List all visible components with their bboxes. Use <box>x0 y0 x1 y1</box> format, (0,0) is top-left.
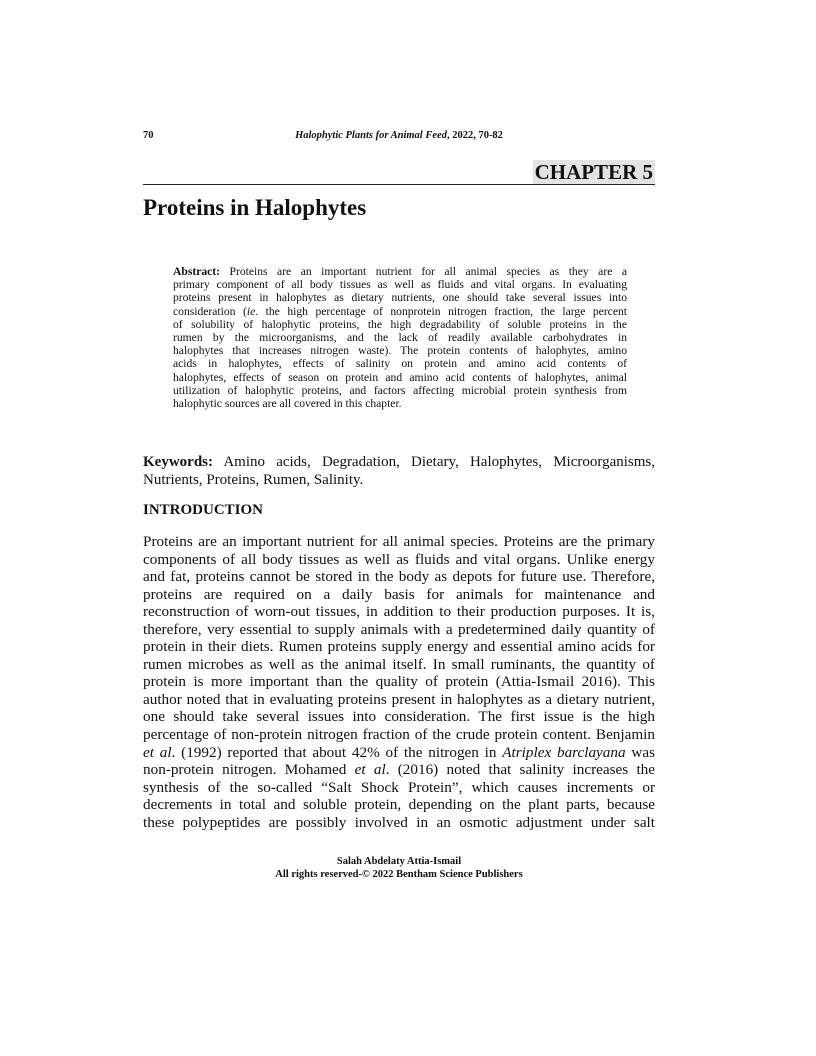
text-run: proteins are required on a daily basis for animals for maintenance and <box>143 585 655 603</box>
chapter-label: CHAPTER 5 <box>534 160 653 184</box>
text-run: synthesis of the so-called “Salt Shock Protein”, which causes increments or <box>143 778 655 796</box>
text-line <box>143 638 655 656</box>
page-number: 70 <box>143 130 154 141</box>
text-run: reconstruction of worn-out tissues, in addition to their production purposes. It is, <box>143 603 655 621</box>
text-run: . the high percentage of nonprotein nitrogen fraction, the large percent <box>255 304 627 318</box>
text-line <box>143 603 655 621</box>
header-rule <box>143 184 655 185</box>
text-line <box>143 453 655 471</box>
text-line <box>173 278 627 291</box>
text-run: decrements in total and soluble protein, depending on the plant parts, because <box>143 796 655 814</box>
text-line <box>143 533 655 551</box>
body-text <box>143 533 655 831</box>
text-run: . (1992) reported that about 42% of the nitrogen in <box>171 743 503 761</box>
running-header <box>143 130 655 145</box>
italic-text: Atriplex barclayana <box>502 743 626 761</box>
page-footer <box>143 855 655 881</box>
text-line <box>173 331 627 344</box>
text-run: Amino acids, Degradation, Dietary, Halophytes, Microorganisms, <box>213 454 655 470</box>
text-line <box>173 357 627 370</box>
book-title-name: Halophytic Plants for Animal Feed <box>295 130 447 141</box>
text-run: components of all body tissues as well as fluids and vital organs. Unlike energy <box>143 550 655 568</box>
text-run: consideration ( <box>173 304 247 318</box>
text-run: proteins present in halophytes as dietary nutrients, one should take several issues into <box>173 291 627 305</box>
text-run: protein in their diets. Rumen proteins supply energy and essential amino acids for <box>143 638 655 656</box>
text-line <box>143 673 655 691</box>
text-run: halophytic sources are all covered in this chapter. <box>173 397 402 411</box>
text-run: rumen microbes as well as the animal itself. In small ruminants, the quantity of <box>143 655 655 673</box>
text-line <box>143 779 655 797</box>
text-line <box>143 586 655 604</box>
text-line <box>143 471 655 489</box>
text-line <box>143 708 655 726</box>
text-run: of solubility of halophytic proteins, the high degradability of soluble proteins in the <box>173 317 627 331</box>
text-line <box>173 384 627 397</box>
text-run: these polypeptides are possibly involved in an osmotic adjustment under salt <box>143 813 655 831</box>
text-run: Proteins are an important nutrient for all animal species as they are a <box>220 265 627 278</box>
text-line <box>173 305 627 318</box>
text-run: and fat, proteins cannot be stored in the body as depots for future use. Therefore, <box>143 568 655 586</box>
text-run: one should take several issues into consideration. The first issue is the high <box>143 708 655 726</box>
text-line <box>143 726 655 744</box>
abstract <box>173 265 627 410</box>
text-run: therefore, very essential to supply animals with a predetermined daily quantity of <box>143 620 655 638</box>
text-run: utilization of halophytic proteins, and factors affecting microbial protein synthesis from <box>173 383 627 397</box>
text-run: rumen by the microorganisms, and the lack of readily available carbohydrates in <box>173 331 627 345</box>
text-line <box>173 291 627 304</box>
italic-text: et al <box>143 743 172 761</box>
text-run: acids in halophytes, effects of salinity on protein and amino acid contents of <box>173 357 627 371</box>
section-heading: INTRODUCTION <box>143 502 264 518</box>
bold-label: Keywords: <box>143 454 213 470</box>
keywords <box>143 453 655 489</box>
text-line <box>143 761 655 779</box>
text-line <box>143 691 655 709</box>
book-title <box>143 130 655 141</box>
text-run: primary component of all body tissues as well as fluids and vital organs. In evaluating <box>173 278 627 292</box>
text-run: halophytes, effects of season on protein and amino acid contents of halophytes, animal <box>173 370 627 384</box>
text-line <box>173 371 627 384</box>
text-line <box>173 397 627 410</box>
text-line <box>143 568 655 586</box>
bold-label: Abstract: <box>173 265 221 278</box>
italic-text: ie <box>246 304 256 318</box>
text-run: halophytes that increases nitrogen waste). The protein contents of halophytes, amino <box>173 344 627 358</box>
text-run: Proteins are an important nutrient for all animal species. Proteins are the primary <box>143 533 655 550</box>
text-line <box>173 344 627 357</box>
text-line <box>143 744 655 762</box>
text-run: . (2016) noted that salinity increases the <box>385 761 655 779</box>
footer-copyright: All rights reserved-© 2022 Bentham Science Publishers <box>275 869 523 880</box>
text-run: protein is more important than the quality of protein (Attia-Ismail 2016). This <box>143 673 655 691</box>
text-run: was <box>625 743 655 761</box>
text-line <box>143 814 655 832</box>
text-line <box>173 318 627 331</box>
text-line <box>143 551 655 569</box>
chapter-title: Proteins in Halophytes <box>143 195 367 220</box>
text-run: author noted that in evaluating proteins present in halophytes as a dietary nutrient, <box>143 690 655 708</box>
text-run: Nutrients, Proteins, Rumen, Salinity. <box>143 472 364 488</box>
text-run: percentage of non-protein nitrogen fraction of the crude protein content. Benjamin <box>143 726 655 744</box>
text-line <box>143 656 655 674</box>
text-run: non-protein nitrogen. Mohamed <box>143 761 355 779</box>
book-title-year-pages: , 2022, 70-82 <box>446 130 503 141</box>
text-line <box>143 621 655 639</box>
text-line <box>173 265 627 278</box>
footer-author: Salah Abdelaty Attia-Ismail <box>336 856 462 867</box>
italic-text: et al <box>354 761 386 779</box>
text-line <box>143 796 655 814</box>
